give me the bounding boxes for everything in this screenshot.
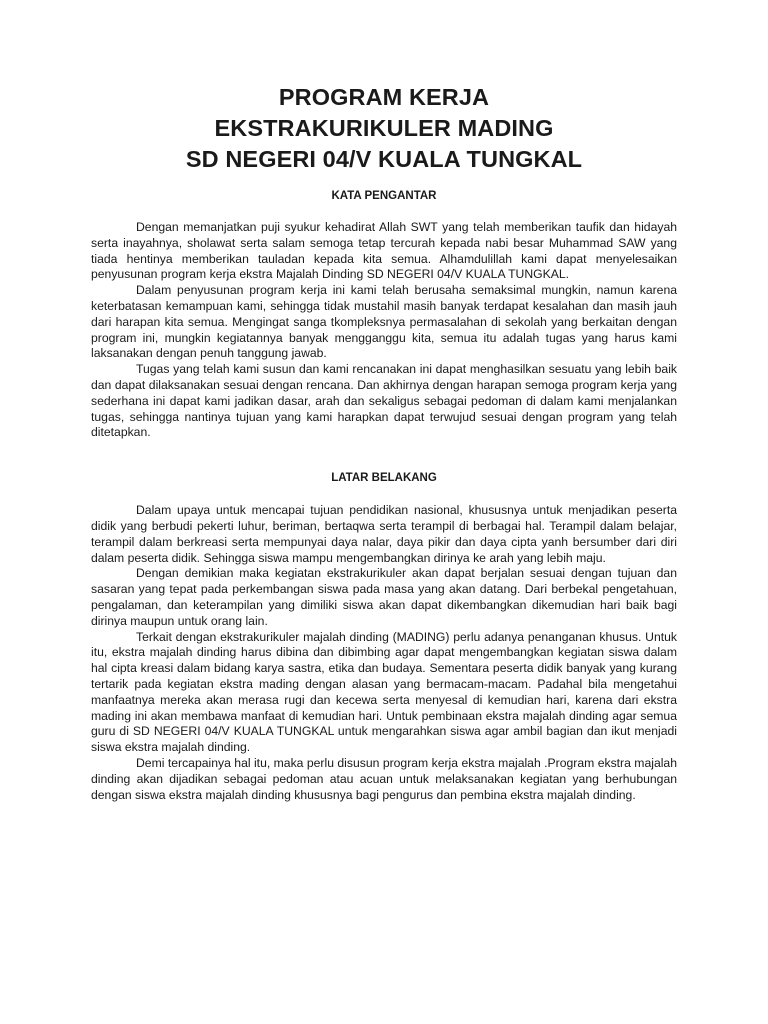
paragraph: Dalam penyusunan program kerja ini kami telah berusaha semaksimal mungkin, namun karena keterbatasan kemampuan kami, sehingga tidak mustahil masih banyak terdapat kesalahan dan masih jauh dari harapan kita semua. Mengingat sanga tkompleksnya permasalahan di sekolah yang berkaitan dengan program ini, mungkin kegiatannya banyak mengganggu kita, semua itu adalah tugas yang harus kami laksanakan dengan penuh tanggung jawab. (91, 283, 677, 361)
title-line-2: EKSTRAKURIKULER MADING (214, 115, 554, 141)
title-line-1: PROGRAM KERJA (278, 84, 490, 110)
paragraph: Dalam upaya untuk mencapai tujuan pendidikan nasional, khususnya untuk menjadikan peserta didik yang berbudi pekerti luhur, beriman, bertaqwa serta terampil di berbagai hal. Terampil dalam belajar, terampil dalam berkreasi serta mempunyai daya nalar, daya pikir dan daya cipta yanh bersumber dari diri dalam peserta didik. Sehingga siswa mampu mengembangkan dirinya ke arah yang lebih maju. (91, 503, 677, 565)
kata-pengantar-section (91, 220, 677, 441)
kata-pengantar-heading: KATA PENGANTAR (331, 190, 437, 202)
paragraph: Demi tercapainya hal itu, maka perlu disusun program kerja ekstra majalah .Program ekstra majalah dinding akan dijadikan sebagai pedoman atau acuan untuk melaksanakan kegiatan yang berhubungan dengan siswa ekstra majalah dinding khususnya bagi pengurus dan pembina ekstra majalah dinding. (91, 755, 677, 802)
document-title (91, 82, 677, 175)
paragraph: Tugas yang telah kami susun dan kami rencanakan ini dapat menghasilkan sesuatu yang lebih baik dan dapat dilaksanakan sesuai dengan rencana. Dan akhirnya dengan harapan semoga program kerja yang sederhana ini dapat kami jadikan dasar, arah dan sekaligus sebagai pedoman di dalam kami menjalankan tugas, sehingga nantinya tujuan yang kami harapkan dapat terwujud sesuai dengan program yang telah ditetapkan. (91, 362, 677, 440)
paragraph: Dengan memanjatkan puji syukur kehadirat Allah SWT yang telah memberikan taufik dan hidayah serta inayahnya, sholawat serta salam semoga tetap tercurah kepada nabi besar Muhammad SAW yang tiada hentinya memberikan tauladan kepada kita semua. Alhamdulillah kami dapat menyelesaikan penyusunan program kerja ekstra Majalah Dinding SD NEGERI 04/V KUALA TUNGKAL. (91, 220, 677, 282)
paragraph: Dengan demikian maka kegiatan ekstrakurikuler akan dapat berjalan sesuai dengan tujuan dan sasaran yang tepat pada perkembangan siswa pada masa yang akan datang. Dari berbekal pengetahuan, pengalaman, dan keterampilan yang dimiliki siswa akan dapat dikembangkan dikemudian hari baik bagi dirinya maupun untuk orang lain. (91, 566, 677, 628)
title-line-3: SD NEGERI 04/V KUALA TUNGKAL (185, 146, 583, 172)
latar-belakang-heading: LATAR BELAKANG (331, 472, 437, 485)
paragraph: Terkait dengan ekstrakurikuler majalah dinding (MADING) perlu adanya penanganan khusus. Untuk itu, ekstra majalah dinding harus dibina dan dibimbing agar dapat mengembangkan kegiatan siswa dalam hal cipta kreasi dalam bidang karya sastra, etika dan budaya. Sementara peserta didik banyak yang kurang tertarik pada kegiatan ekstra mading dengan alasan yang bermacam-macam. Padahal bila mengetahui manfaatnya mereka akan merasa rugi dan kecewa serta menyesal di kemudian hari, karena dari ekstra mading ini akan membawa manfaat di kemudian hari. Untuk pembinaan ekstra majalah dinding agar semua guru di SD NEGERI 04/V KUALA TUNGKAL untuk mengarahkan siswa agar ambil bagian dan ikut menjadi siswa ekstra majalah dinding. (91, 629, 677, 755)
document-page (91, 82, 677, 803)
latar-belakang-section (91, 503, 677, 803)
